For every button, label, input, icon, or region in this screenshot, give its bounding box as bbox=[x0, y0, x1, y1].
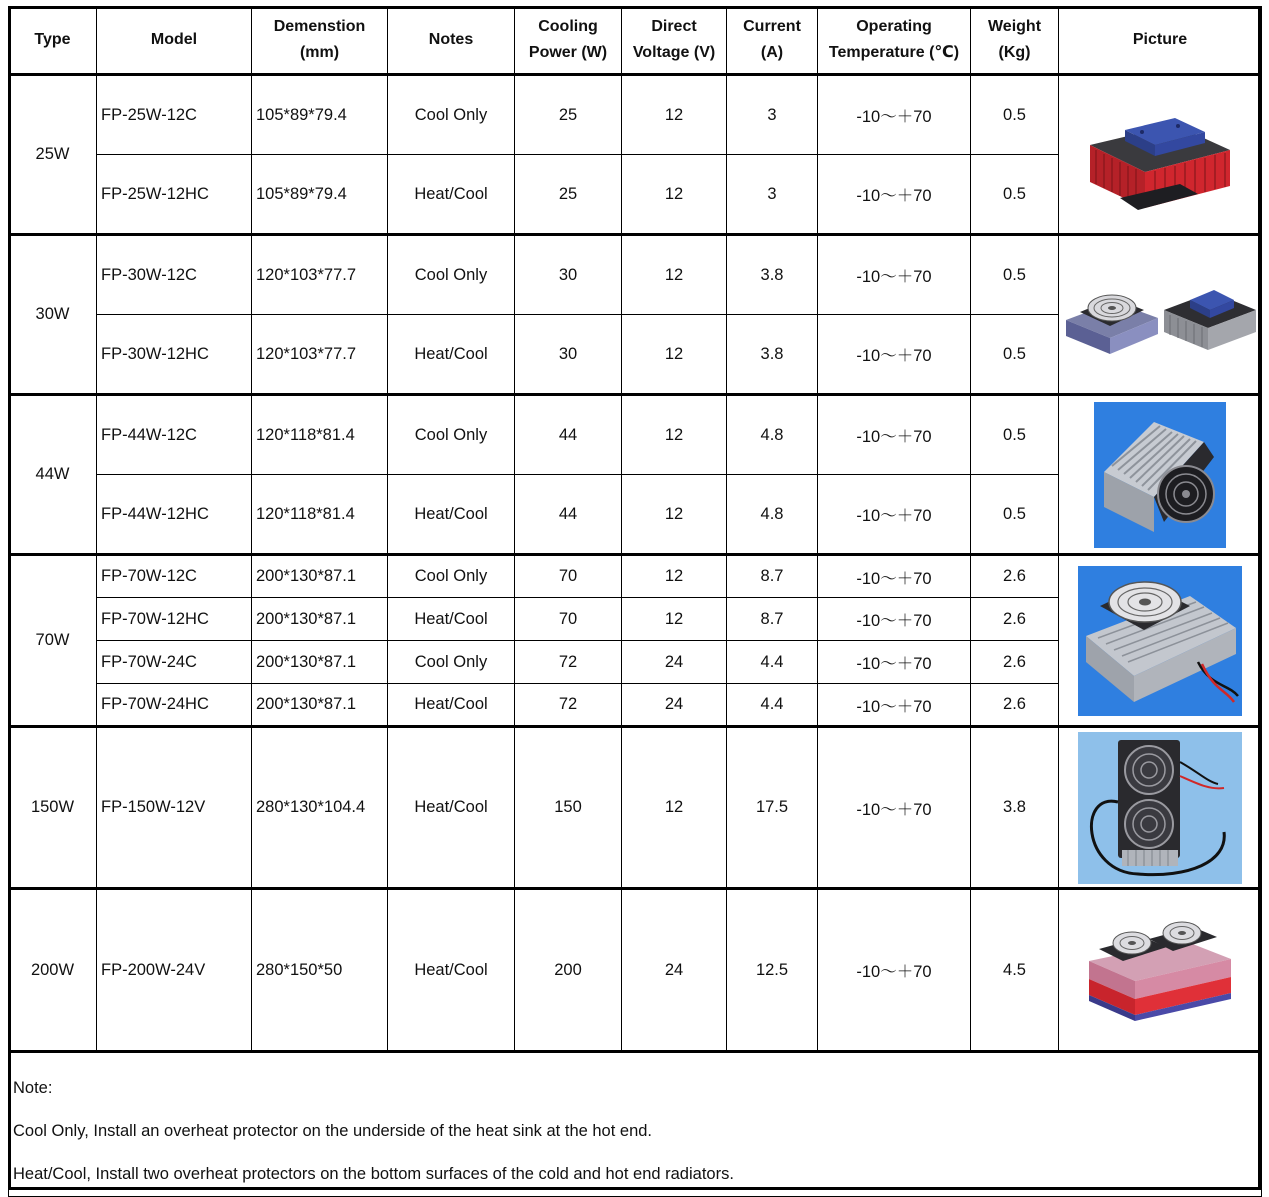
notes-cell: Cool Only bbox=[388, 641, 515, 684]
voltage-cell: 12 bbox=[622, 395, 727, 475]
voltage-cell: 12 bbox=[622, 75, 727, 155]
header-weight: Weight (Kg) bbox=[971, 7, 1059, 75]
header-type: Type bbox=[9, 7, 97, 75]
weight-cell: 2.6 bbox=[971, 684, 1059, 727]
dimension-cell: 200*130*87.1 bbox=[252, 684, 388, 727]
dimension-cell: 200*130*87.1 bbox=[252, 598, 388, 641]
current-cell: 4.4 bbox=[727, 684, 818, 727]
weight-cell: 0.5 bbox=[971, 75, 1059, 155]
temperature-cell: -10～＋70 bbox=[818, 315, 971, 395]
weight-cell: 0.5 bbox=[971, 235, 1059, 315]
type-cell: 44W bbox=[9, 395, 97, 555]
model-cell: FP-25W-12C bbox=[97, 75, 252, 155]
weight-cell: 0.5 bbox=[971, 155, 1059, 235]
cooling-power-cell: 30 bbox=[515, 315, 622, 395]
voltage-cell: 24 bbox=[622, 684, 727, 727]
header-cooling-power: Cooling Power (W) bbox=[515, 7, 622, 75]
model-cell: FP-70W-12HC bbox=[97, 598, 252, 641]
type-cell: 150W bbox=[9, 727, 97, 889]
temperature-cell: -10～＋70 bbox=[818, 475, 971, 555]
weight-cell: 4.5 bbox=[971, 889, 1059, 1052]
dimension-cell: 105*89*79.4 bbox=[252, 155, 388, 235]
header-picture: Picture bbox=[1059, 7, 1262, 75]
weight-cell: 2.6 bbox=[971, 641, 1059, 684]
notes-cell: Heat/Cool bbox=[388, 684, 515, 727]
weight-cell: 0.5 bbox=[971, 475, 1059, 555]
type-cell: 200W bbox=[9, 889, 97, 1052]
temperature-cell: -10～＋70 bbox=[818, 684, 971, 727]
header-direct-voltage: Direct Voltage (V) bbox=[622, 7, 727, 75]
cooling-power-cell: 150 bbox=[515, 727, 622, 889]
cooling-power-cell: 70 bbox=[515, 555, 622, 598]
cooling-power-cell: 25 bbox=[515, 75, 622, 155]
current-cell: 8.7 bbox=[727, 555, 818, 598]
notes-cell: Heat/Cool bbox=[388, 155, 515, 235]
current-cell: 3 bbox=[727, 75, 818, 155]
temperature-cell: -10～＋70 bbox=[818, 641, 971, 684]
current-cell: 4.8 bbox=[727, 395, 818, 475]
type-cell: 30W bbox=[9, 235, 97, 395]
weight-cell: 0.5 bbox=[971, 395, 1059, 475]
notes-cell: Heat/Cool bbox=[388, 727, 515, 889]
header-operating-temperature: Operating Temperature (℃) bbox=[818, 7, 971, 75]
cooling-power-cell: 25 bbox=[515, 155, 622, 235]
notes-cell: Heat/Cool bbox=[388, 598, 515, 641]
model-cell: FP-30W-12HC bbox=[97, 315, 252, 395]
voltage-cell: 24 bbox=[622, 641, 727, 684]
voltage-cell: 12 bbox=[622, 155, 727, 235]
model-cell: FP-30W-12C bbox=[97, 235, 252, 315]
temperature-cell: -10～＋70 bbox=[818, 555, 971, 598]
header-current: Current (A) bbox=[727, 7, 818, 75]
dimension-cell: 120*103*77.7 bbox=[252, 315, 388, 395]
header-model: Model bbox=[97, 7, 252, 75]
voltage-cell: 12 bbox=[622, 235, 727, 315]
type-cell: 70W bbox=[9, 555, 97, 727]
current-cell: 3.8 bbox=[727, 235, 818, 315]
note-heat-cool: Heat/Cool, Install two overheat protectors on the bottom surfaces of the cold and hot end radiators. bbox=[13, 1165, 734, 1183]
model-cell: FP-44W-12C bbox=[97, 395, 252, 475]
current-cell: 3 bbox=[727, 155, 818, 235]
current-cell: 3.8 bbox=[727, 315, 818, 395]
cooling-power-cell: 72 bbox=[515, 641, 622, 684]
model-cell: FP-70W-24C bbox=[97, 641, 252, 684]
temperature-cell: -10～＋70 bbox=[818, 75, 971, 155]
header-notes: Notes bbox=[388, 7, 515, 75]
model-cell: FP-70W-24HC bbox=[97, 684, 252, 727]
note-title: Note: bbox=[13, 1079, 53, 1097]
cooling-power-cell: 44 bbox=[515, 475, 622, 555]
dimension-cell: 200*130*87.1 bbox=[252, 555, 388, 598]
voltage-cell: 12 bbox=[622, 315, 727, 395]
model-cell: FP-150W-12V bbox=[97, 727, 252, 889]
dimension-cell: 200*130*87.1 bbox=[252, 641, 388, 684]
notes-cell: Heat/Cool bbox=[388, 475, 515, 555]
table-frame bbox=[8, 6, 1261, 1190]
model-cell: FP-44W-12HC bbox=[97, 475, 252, 555]
temperature-cell: -10～＋70 bbox=[818, 235, 971, 315]
current-cell: 8.7 bbox=[727, 598, 818, 641]
cooling-power-cell: 30 bbox=[515, 235, 622, 315]
current-cell: 17.5 bbox=[727, 727, 818, 889]
model-cell: FP-70W-12C bbox=[97, 555, 252, 598]
type-cell: 25W bbox=[9, 75, 97, 235]
temperature-cell: -10～＋70 bbox=[818, 395, 971, 475]
weight-cell: 2.6 bbox=[971, 598, 1059, 641]
notes-cell: Cool Only bbox=[388, 75, 515, 155]
cooling-power-cell: 72 bbox=[515, 684, 622, 727]
model-cell: FP-25W-12HC bbox=[97, 155, 252, 235]
current-cell: 4.8 bbox=[727, 475, 818, 555]
dimension-cell: 280*130*104.4 bbox=[252, 727, 388, 889]
temperature-cell: -10～＋70 bbox=[818, 155, 971, 235]
temperature-cell: -10～＋70 bbox=[818, 598, 971, 641]
voltage-cell: 12 bbox=[622, 598, 727, 641]
voltage-cell: 12 bbox=[622, 555, 727, 598]
notes-cell: Heat/Cool bbox=[388, 315, 515, 395]
voltage-cell: 24 bbox=[622, 889, 727, 1052]
current-cell: 12.5 bbox=[727, 889, 818, 1052]
weight-cell: 3.8 bbox=[971, 727, 1059, 889]
notes-cell: Heat/Cool bbox=[388, 889, 515, 1052]
dimension-cell: 105*89*79.4 bbox=[252, 75, 388, 155]
voltage-cell: 12 bbox=[622, 727, 727, 889]
header-dimension: Demenstion (mm) bbox=[252, 7, 388, 75]
cooling-power-cell: 70 bbox=[515, 598, 622, 641]
dimension-cell: 120*118*81.4 bbox=[252, 475, 388, 555]
temperature-cell: -10～＋70 bbox=[818, 889, 971, 1052]
notes-cell: Cool Only bbox=[388, 555, 515, 598]
temperature-cell: -10～＋70 bbox=[818, 727, 971, 889]
dimension-cell: 120*103*77.7 bbox=[252, 235, 388, 315]
notes-cell: Cool Only bbox=[388, 395, 515, 475]
dimension-cell: 120*118*81.4 bbox=[252, 395, 388, 475]
dimension-cell: 280*150*50 bbox=[252, 889, 388, 1052]
cooling-power-cell: 44 bbox=[515, 395, 622, 475]
weight-cell: 2.6 bbox=[971, 555, 1059, 598]
voltage-cell: 12 bbox=[622, 475, 727, 555]
model-cell: FP-200W-24V bbox=[97, 889, 252, 1052]
current-cell: 4.4 bbox=[727, 641, 818, 684]
note-cool-only: Cool Only, Install an overheat protector on the underside of the heat sink at the hot end. bbox=[13, 1122, 653, 1140]
cooling-power-cell: 200 bbox=[515, 889, 622, 1052]
notes-cell: Cool Only bbox=[388, 235, 515, 315]
weight-cell: 0.5 bbox=[971, 315, 1059, 395]
